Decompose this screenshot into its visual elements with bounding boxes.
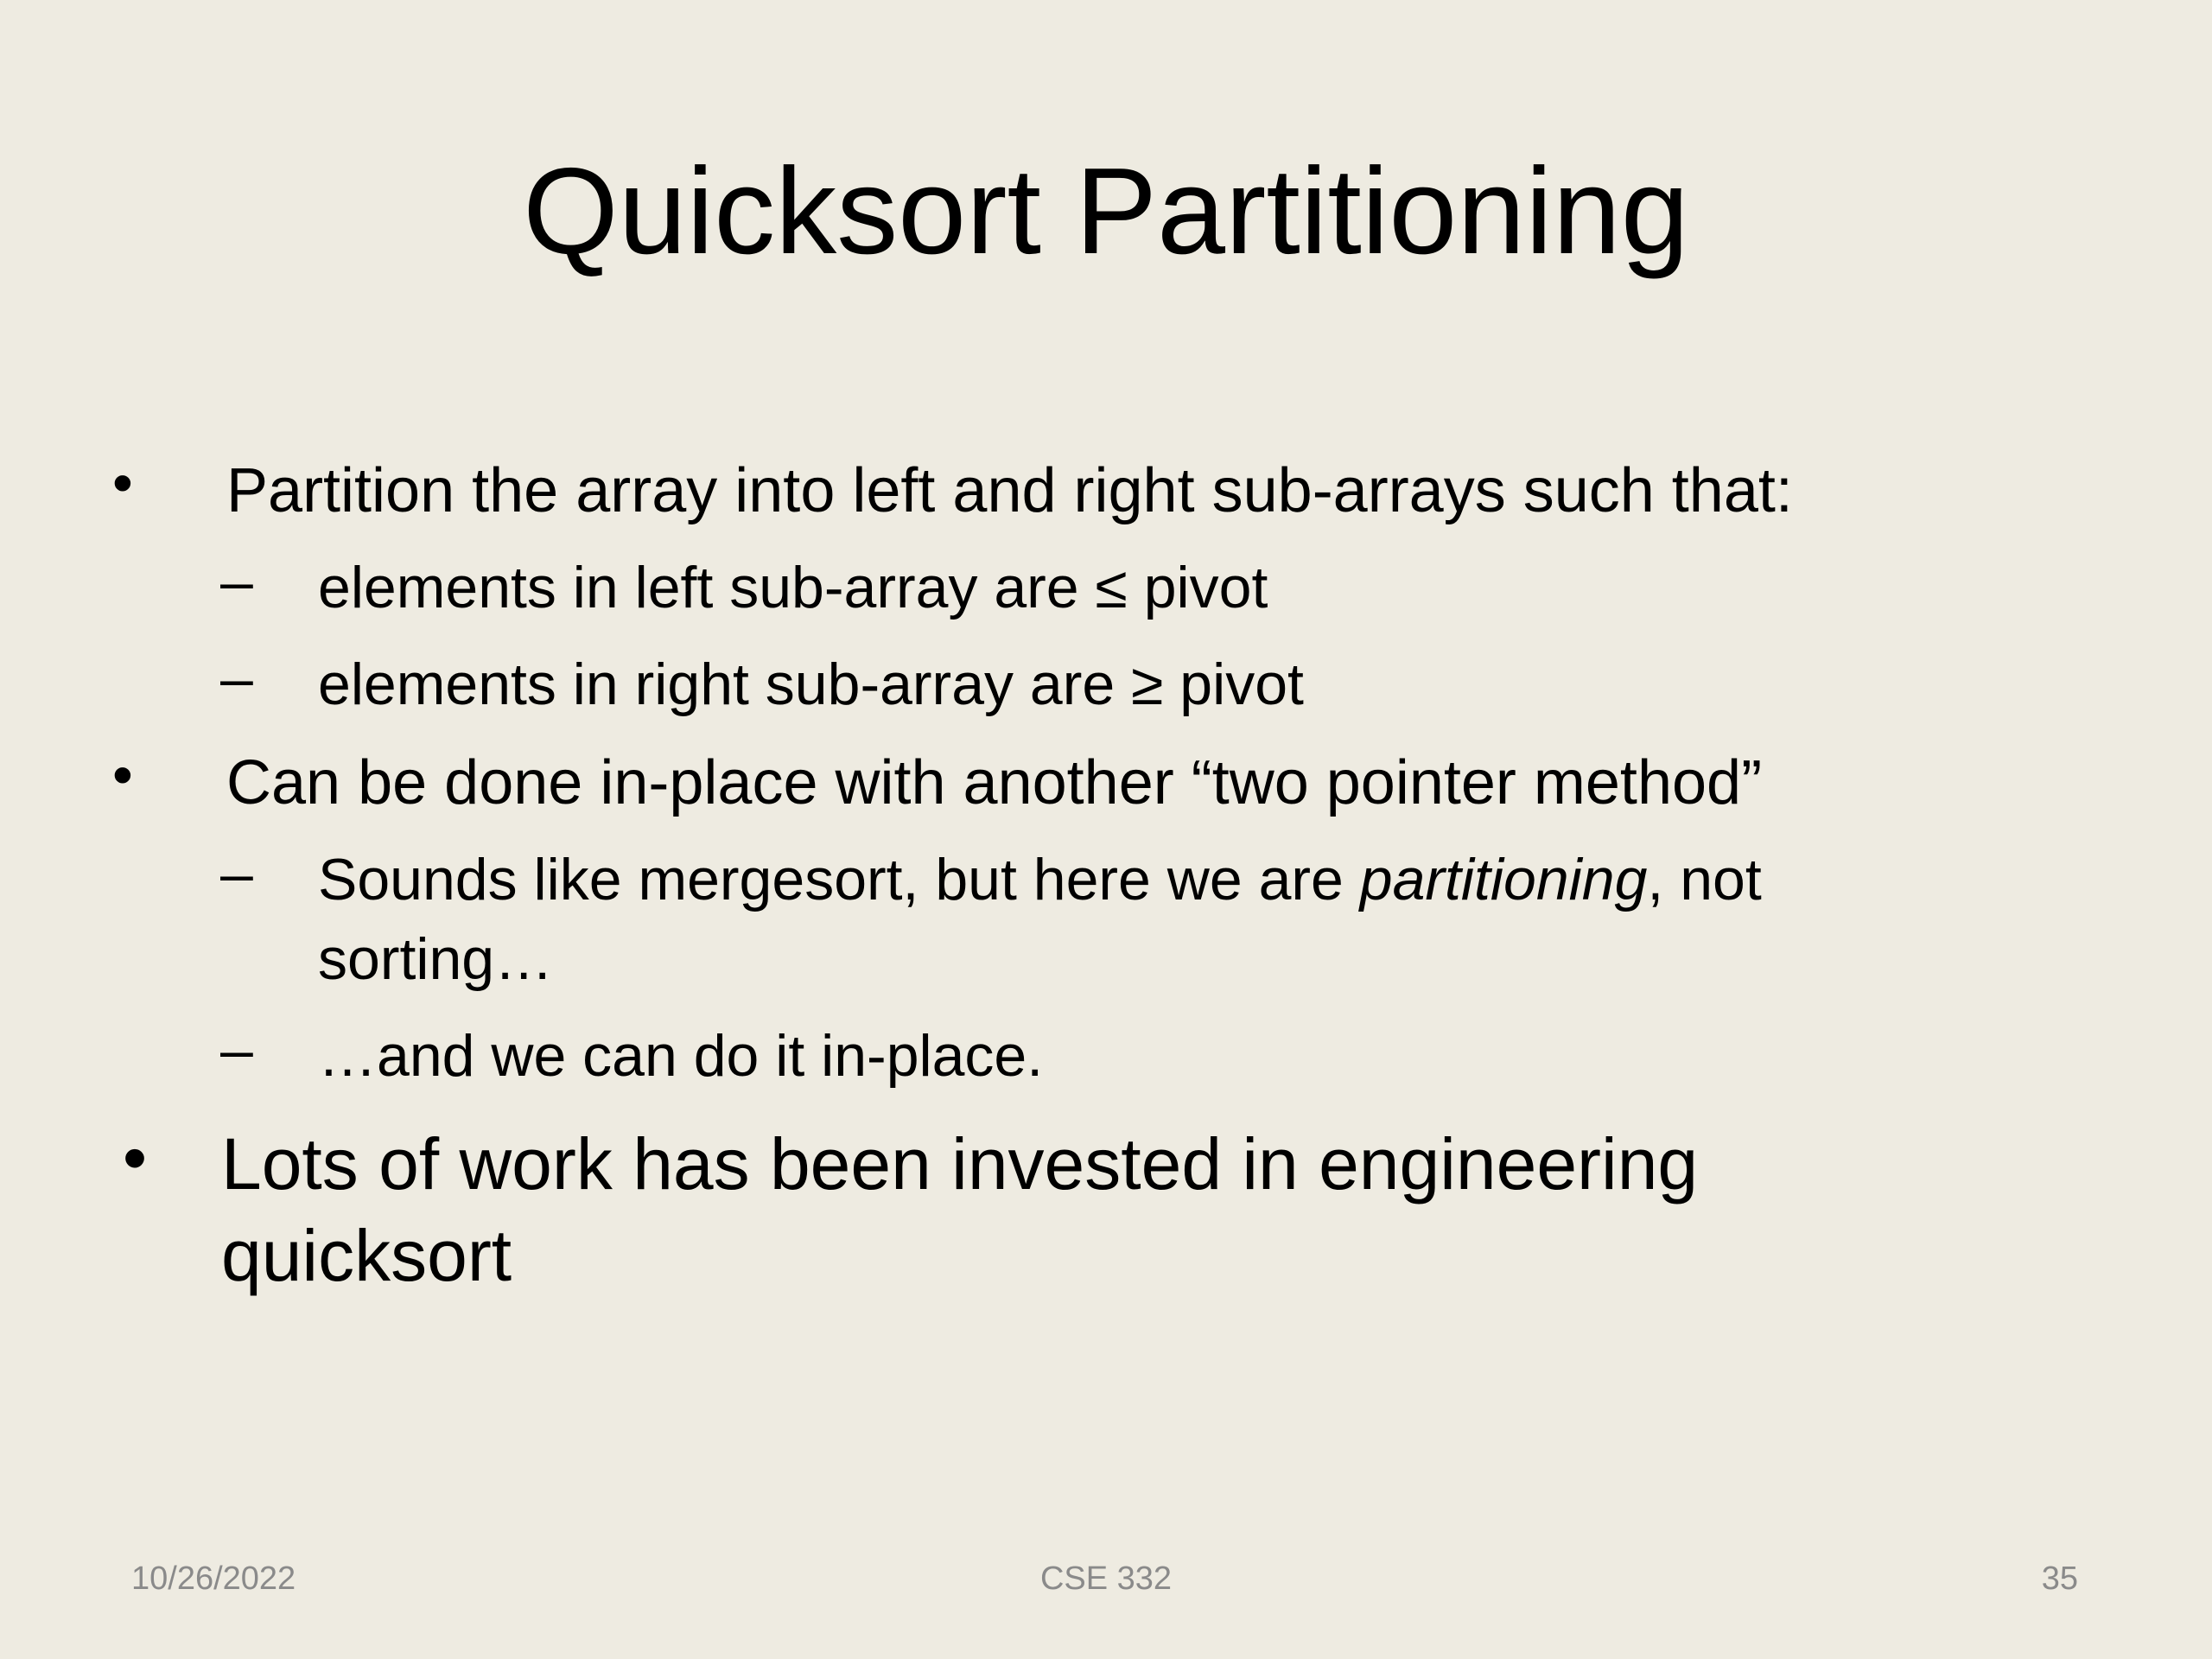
sub-bullet-text: elements in left sub-array are ≤ pivot	[318, 555, 1268, 620]
sub-bullet-text: elements in right sub-array are ≥ pivot	[318, 652, 1304, 717]
dash-marker: –	[220, 549, 253, 614]
footer-page-number: 35	[2041, 1560, 2078, 1597]
sub-bullet-text	[318, 840, 1762, 919]
dash-marker: –	[220, 1017, 253, 1083]
dash-marker: –	[220, 841, 253, 906]
emphasis-text: partitioning	[1359, 847, 1648, 912]
bullet-text: Partition the array into left and right sub-arrays such that:	[226, 456, 1793, 525]
sub-text-after: , not	[1647, 847, 1762, 912]
bullet-text: Lots of work has been invested in engineering	[221, 1123, 1699, 1205]
slide-title: Quicksort Partitioning	[523, 143, 1689, 280]
footer-course: CSE 332	[1039, 1560, 1173, 1597]
sub-bullet-text-line2: sorting…	[318, 926, 554, 992]
dash-marker: –	[220, 645, 253, 711]
bullet-marker: •	[123, 1119, 148, 1196]
bullet-text-line2: quicksort	[221, 1215, 512, 1296]
sub-bullet-text: …and we can do it in-place.	[318, 1023, 1044, 1089]
sub-text-before: Sounds like mergesort, but here we are	[318, 847, 1360, 912]
footer-date: 10/26/2022	[131, 1560, 296, 1597]
bullet-marker: •	[112, 450, 133, 516]
bullet-marker: •	[112, 742, 133, 808]
bullet-text: Can be done in-place with another “two pointer method”	[226, 748, 1763, 817]
